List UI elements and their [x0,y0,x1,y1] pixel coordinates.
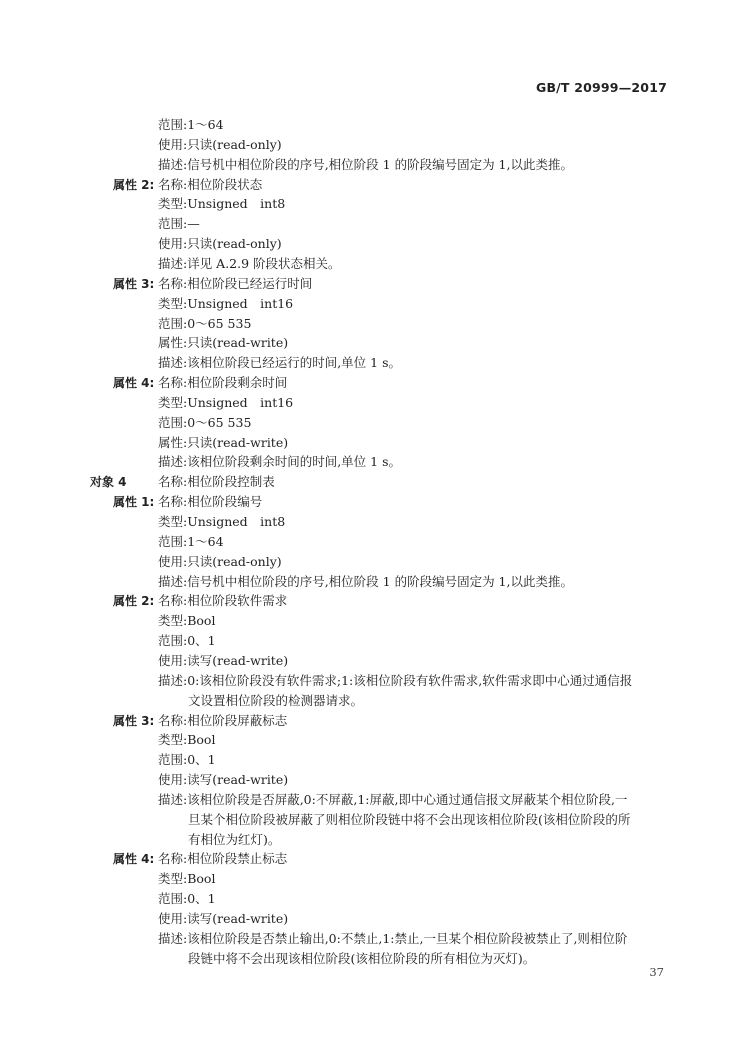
description-continuation: 旦某个相位阶段被屏蔽了则相位阶段链中将不会出现该相位阶段(该相位阶段的所 [188,811,631,827]
field-text: 描述:该相位阶段已经运行的时间,单位 1 s。 [158,355,402,371]
field-text: 属性:只读(read-write) [158,335,289,351]
field-text: 描述:该相位阶段剩余时间的时间,单位 1 s。 [158,454,402,470]
attribute-label: 属性 3: [113,713,155,728]
field-text: 名称:相位阶段软件需求 [158,593,288,609]
field-text: 名称:相位阶段屏蔽标志 [158,712,288,728]
field-text: 类型:Unsigned int16 [158,394,294,410]
field-text: 范围:1～64 [158,533,224,549]
field-text: 名称:相位阶段状态 [158,176,263,192]
field-text: 范围:0～65 535 [158,315,252,331]
field-text: 名称:相位阶段控制表 [158,474,275,490]
field-text: 描述:该相位阶段是否禁止输出,0:不禁止,1:禁止,一旦某个相位阶段被禁止了,则相位阶 [158,930,628,946]
field-text: 使用:只读(read-only) [158,136,282,152]
field-text: 范围:0、1 [158,752,216,768]
attribute-label: 属性 2: [113,177,155,192]
field-text: 描述:信号机中相位阶段的序号,相位阶段 1 的阶段编号固定为 1,以此类推。 [158,573,573,589]
attribute-label: 属性 4: [113,376,155,391]
field-text: 描述:0:该相位阶段没有软件需求;1:该相位阶段有软件需求,软件需求即中心通过通信报 [158,672,633,688]
field-text: 范围:0、1 [158,891,216,907]
field-text: 描述:信号机中相位阶段的序号,相位阶段 1 的阶段编号固定为 1,以此类推。 [158,156,573,172]
field-text: 描述:详见 A.2.9 阶段状态相关。 [158,255,341,271]
field-text: 类型:Unsigned int8 [158,514,286,529]
attribute-label: 属性 2: [113,594,155,609]
field-text: 范围:1～64 [158,117,224,132]
page-number: 37 [649,965,664,979]
field-text: 类型:Unsigned int8 [158,196,286,212]
field-text: 使用:读写(read-write) [158,652,289,668]
field-text: 名称:相位阶段禁止标志 [158,851,288,867]
description-continuation: 有相位为红灯)。 [188,831,281,847]
description-continuation: 文设置相位阶段的检测器请求。 [188,692,364,708]
object-label: 对象 4 [90,475,127,490]
field-text: 类型:Bool [158,613,216,629]
field-text: 描述:该相位阶段是否屏蔽,0:不屏蔽,1:屏蔽,即中心通过通信报文屏蔽某个相位阶段,一 [158,791,628,807]
field-text: 名称:相位阶段已经运行时间 [158,275,313,291]
attribute-label: 属性 1: [113,495,155,510]
description-continuation: 段链中将不会出现该相位阶段(该相位阶段的所有相位为灭灯)。 [188,950,536,966]
field-text: 使用:只读(read-only) [158,553,282,569]
field-text: 使用:只读(read-only) [158,236,282,252]
field-text: 类型:Bool [158,871,216,887]
field-text: 属性:只读(read-write) [158,434,289,450]
field-text: 名称:相位阶段编号 [158,494,263,510]
field-text: 类型:Bool [158,732,216,748]
field-text: 使用:读写(read-write) [158,911,289,926]
field-text: 范围:0～65 535 [158,414,252,430]
field-text: 范围:— [158,216,200,232]
field-text: 使用:读写(read-write) [158,772,289,788]
document-code: GB/T 20999—2017 [535,80,667,95]
field-text: 名称:相位阶段剩余时间 [158,375,288,391]
attribute-label: 属性 4: [113,852,155,867]
field-text: 范围:0、1 [158,633,216,649]
field-text: 类型:Unsigned int16 [158,295,294,311]
attribute-label: 属性 3: [113,276,155,291]
